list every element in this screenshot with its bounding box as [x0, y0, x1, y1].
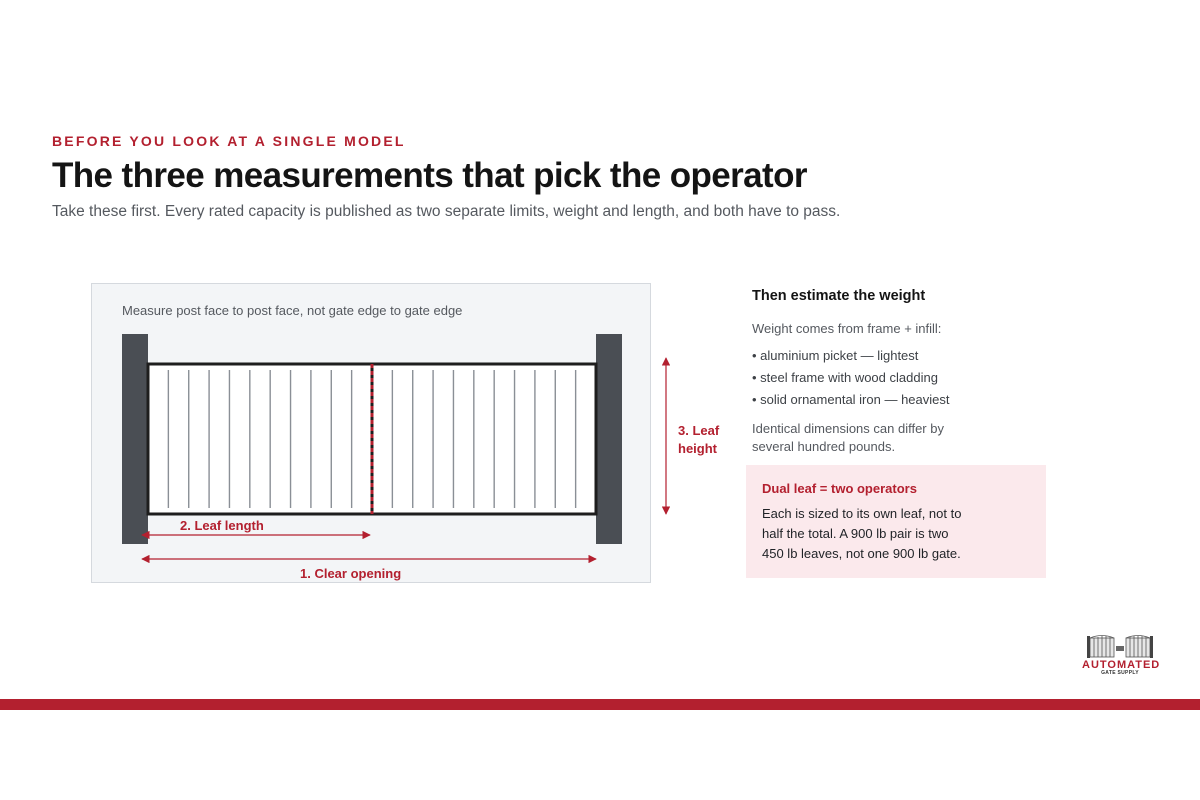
- weight-section: [752, 288, 1052, 456]
- footer-bar: [0, 699, 1200, 710]
- logo-subtitle: GATE SUPPLY: [1101, 670, 1139, 676]
- list-item: • solid ornamental iron — heaviest: [752, 389, 1052, 411]
- leaf-height-label-line2: height: [678, 441, 717, 456]
- weight-section-intro: Weight comes from frame + infill:: [752, 321, 942, 336]
- clear-opening-label: 1. Clear opening: [300, 566, 402, 581]
- right-post: [596, 334, 622, 544]
- callout-title: Dual leaf = two operators: [762, 481, 917, 496]
- left-leaf: [148, 364, 372, 514]
- right-leaf: [372, 364, 596, 514]
- eyebrow: BEFORE YOU LOOK AT A SINGLE MODEL: [52, 133, 406, 149]
- list-item: • aluminium picket — lightest: [752, 345, 1052, 367]
- diagram-note: Measure post face to post face, not gate edge to gate edge: [122, 303, 463, 318]
- list-item: • steel frame with wood cladding: [752, 367, 1052, 389]
- leaf-height-label: [678, 422, 719, 458]
- leaf-length-label: 2. Leaf length: [180, 518, 264, 533]
- weight-section-note: Identical dimensions can differ by several hundred pounds.: [752, 421, 944, 454]
- leaf-height-label-line1: 3. Leaf: [678, 423, 720, 438]
- left-post: [122, 334, 148, 544]
- dual-leaf-callout: [746, 465, 1046, 578]
- page-subtitle: Take these first. Every rated capacity is published as two separate limits, weight and length, and both have to pass.: [52, 203, 841, 220]
- callout-body: Each is sized to its own leaf, not to half the total. A 900 lb pair is two 450 lb leaves, not one 900 lb gate.: [762, 506, 962, 561]
- infill-list: [752, 345, 1052, 411]
- page-title: The three measurements that pick the operator: [52, 156, 807, 195]
- weight-section-title: Then estimate the weight: [752, 288, 926, 304]
- logo-wordmark: AUTOMATED: [1082, 659, 1161, 671]
